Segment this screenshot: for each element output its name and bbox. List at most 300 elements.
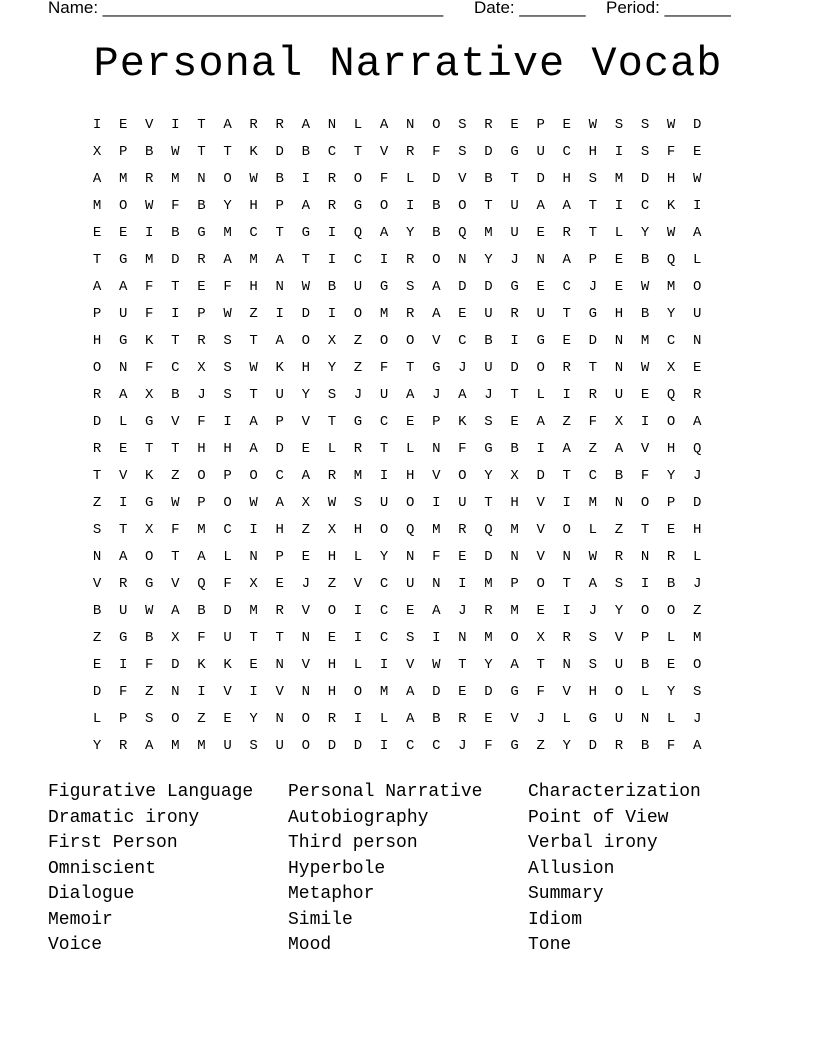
grid-letter: I: [562, 603, 571, 619]
grid-letter: L: [379, 711, 389, 727]
grid-letter: H: [405, 468, 415, 484]
grid-letter: E: [405, 414, 415, 430]
grid-letter: S: [327, 387, 337, 403]
grid-letter: E: [458, 549, 467, 565]
grid-letter: M: [197, 738, 206, 754]
grid-letter: E: [614, 252, 624, 268]
grid-letter: A: [562, 198, 571, 214]
grid-letter: M: [510, 603, 519, 619]
grid-letter: T: [510, 387, 519, 403]
grid-letter: Z: [171, 468, 180, 484]
grid-letter: A: [118, 549, 128, 565]
grid-letter: B: [432, 225, 441, 241]
grid-letter: B: [640, 252, 650, 268]
grid-letter: R: [197, 333, 206, 349]
grid-row: [84, 168, 710, 195]
grid-letter: O: [640, 603, 650, 619]
grid-letter: S: [458, 144, 467, 160]
grid-row: [84, 330, 710, 357]
grid-letter: F: [666, 738, 676, 754]
grid-letter: Z: [614, 522, 624, 538]
grid-letter: I: [536, 441, 545, 457]
grid-letter: P: [118, 144, 128, 160]
grid-letter: O: [432, 117, 441, 133]
grid-letter: O: [249, 468, 258, 484]
grid-letter: E: [536, 279, 545, 295]
grid-letter: S: [484, 414, 493, 430]
word-bank-item: Dialogue: [48, 884, 135, 904]
grid-letter: P: [197, 495, 206, 511]
grid-letter: G: [588, 306, 598, 322]
grid-letter: I: [327, 225, 337, 241]
grid-letter: B: [666, 576, 676, 592]
grid-letter: F: [145, 657, 154, 673]
grid-letter: P: [588, 252, 598, 268]
grid-letter: O: [510, 630, 519, 646]
grid-letter: U: [379, 495, 389, 511]
grid-letter: W: [301, 279, 310, 295]
grid-letter: H: [327, 657, 337, 673]
grid-letter: R: [327, 171, 337, 187]
grid-letter: Z: [92, 495, 102, 511]
grid-letter: F: [118, 684, 128, 700]
grid-letter: T: [223, 144, 232, 160]
date-field-label: Date: _______: [474, 0, 586, 17]
grid-letter: A: [458, 387, 467, 403]
grid-letter: J: [432, 387, 441, 403]
grid-letter: R: [458, 522, 467, 538]
grid-letter: H: [614, 306, 624, 322]
grid-letter: O: [614, 684, 624, 700]
grid-letter: T: [562, 306, 571, 322]
grid-letter: G: [510, 144, 519, 160]
grid-row: [84, 654, 710, 681]
grid-letter: W: [588, 117, 598, 133]
grid-letter: L: [666, 711, 676, 727]
grid-letter: I: [353, 711, 363, 727]
grid-letter: Z: [197, 711, 206, 727]
word-bank-item: Verbal irony: [528, 833, 658, 853]
grid-letter: T: [536, 657, 545, 673]
grid-letter: E: [118, 117, 128, 133]
grid-letter: F: [588, 414, 598, 430]
grid-letter: R: [275, 117, 284, 133]
grid-letter: H: [92, 333, 102, 349]
grid-letter: X: [197, 360, 206, 376]
grid-letter: L: [327, 441, 337, 457]
grid-letter: W: [327, 495, 337, 511]
grid-letter: L: [693, 549, 702, 565]
grid-letter: M: [118, 171, 128, 187]
grid-letter: U: [118, 306, 128, 322]
grid-letter: H: [197, 441, 206, 457]
grid-letter: R: [510, 306, 519, 322]
grid-letter: Z: [249, 306, 258, 322]
grid-letter: I: [118, 495, 128, 511]
grid-letter: A: [510, 657, 519, 673]
word-bank-item: Metaphor: [288, 884, 375, 904]
grid-letter: G: [118, 630, 128, 646]
grid-letter: I: [379, 468, 389, 484]
grid-letter: S: [588, 171, 598, 187]
grid-letter: K: [275, 360, 284, 376]
grid-letter: D: [484, 279, 493, 295]
grid-letter: T: [275, 630, 284, 646]
grid-letter: L: [405, 441, 415, 457]
grid-letter: I: [353, 603, 363, 619]
grid-letter: M: [353, 468, 363, 484]
grid-letter: M: [92, 198, 102, 214]
grid-letter: O: [693, 279, 702, 295]
grid-letter: O: [223, 495, 232, 511]
grid-letter: F: [223, 576, 232, 592]
grid-letter: D: [588, 738, 598, 754]
grid-letter: D: [275, 441, 284, 457]
grid-letter: S: [588, 657, 598, 673]
grid-letter: U: [614, 711, 624, 727]
grid-letter: A: [92, 171, 102, 187]
grid-letter: W: [249, 171, 258, 187]
grid-letter: T: [197, 117, 206, 133]
grid-letter: G: [432, 360, 441, 376]
grid-letter: O: [536, 576, 545, 592]
grid-letter: K: [145, 333, 154, 349]
grid-letter: R: [562, 630, 571, 646]
grid-letter: R: [145, 171, 154, 187]
grid-letter: N: [301, 630, 310, 646]
grid-letter: U: [510, 225, 519, 241]
grid-letter: T: [327, 414, 337, 430]
grid-letter: H: [353, 522, 363, 538]
grid-letter: L: [588, 522, 598, 538]
grid-letter: C: [379, 576, 389, 592]
grid-letter: E: [301, 549, 310, 565]
grid-letter: E: [536, 225, 545, 241]
grid-letter: B: [171, 387, 180, 403]
grid-letter: N: [614, 360, 624, 376]
grid-letter: T: [197, 144, 206, 160]
grid-letter: D: [171, 657, 180, 673]
grid-letter: D: [171, 252, 180, 268]
grid-letter: S: [614, 576, 624, 592]
grid-letter: B: [484, 171, 493, 187]
grid-letter: T: [92, 468, 102, 484]
grid-letter: N: [327, 117, 337, 133]
grid-letter: F: [145, 279, 154, 295]
grid-letter: R: [562, 360, 571, 376]
grid-row: [84, 357, 710, 384]
grid-letter: U: [693, 306, 702, 322]
grid-letter: D: [275, 144, 284, 160]
grid-letter: C: [405, 738, 415, 754]
grid-letter: V: [536, 549, 545, 565]
grid-letter: T: [353, 144, 363, 160]
grid-letter: O: [327, 603, 337, 619]
grid-letter: P: [275, 549, 284, 565]
grid-letter: G: [118, 252, 128, 268]
grid-letter: S: [223, 333, 232, 349]
grid-letter: I: [562, 387, 571, 403]
grid-letter: S: [640, 117, 650, 133]
grid-letter: V: [640, 441, 650, 457]
grid-letter: L: [92, 711, 102, 727]
grid-letter: Y: [484, 252, 493, 268]
grid-letter: S: [92, 522, 102, 538]
grid-letter: X: [666, 360, 676, 376]
grid-letter: M: [510, 522, 519, 538]
grid-letter: M: [145, 252, 154, 268]
grid-letter: X: [510, 468, 519, 484]
grid-letter: R: [614, 738, 624, 754]
grid-letter: A: [405, 684, 415, 700]
grid-letter: I: [118, 657, 128, 673]
grid-letter: I: [327, 306, 337, 322]
grid-letter: N: [197, 171, 206, 187]
grid-letter: Z: [301, 522, 310, 538]
grid-letter: M: [171, 738, 180, 754]
grid-letter: W: [171, 495, 180, 511]
grid-letter: M: [693, 630, 702, 646]
grid-letter: I: [379, 738, 389, 754]
grid-letter: T: [118, 522, 128, 538]
grid-letter: C: [379, 414, 389, 430]
grid-letter: F: [197, 414, 206, 430]
grid-letter: A: [275, 495, 284, 511]
grid-letter: T: [562, 576, 571, 592]
grid-letter: E: [614, 279, 624, 295]
grid-letter: D: [353, 738, 363, 754]
grid-letter: H: [693, 522, 702, 538]
grid-letter: R: [693, 387, 702, 403]
worksheet-header: [0, 0, 816, 22]
word-search-grid: [84, 114, 710, 762]
grid-letter: N: [275, 711, 284, 727]
grid-letter: N: [614, 333, 624, 349]
grid-letter: E: [562, 117, 571, 133]
grid-letter: V: [171, 414, 180, 430]
grid-letter: A: [432, 603, 441, 619]
grid-letter: T: [171, 333, 180, 349]
grid-letter: J: [458, 360, 467, 376]
grid-letter: V: [510, 711, 519, 727]
grid-letter: B: [640, 306, 650, 322]
grid-letter: O: [458, 198, 467, 214]
grid-letter: W: [588, 549, 598, 565]
grid-letter: Y: [562, 738, 571, 754]
grid-letter: D: [432, 684, 441, 700]
word-bank-item: Characterization: [528, 782, 701, 802]
grid-letter: K: [666, 198, 676, 214]
grid-letter: D: [223, 603, 232, 619]
grid-letter: R: [484, 117, 493, 133]
grid-letter: G: [145, 495, 154, 511]
grid-letter: A: [693, 738, 702, 754]
grid-letter: I: [145, 225, 154, 241]
grid-letter: H: [510, 495, 519, 511]
grid-letter: T: [249, 333, 258, 349]
grid-letter: S: [405, 279, 415, 295]
grid-letter: Y: [666, 306, 676, 322]
grid-letter: M: [171, 171, 180, 187]
grid-letter: U: [275, 738, 284, 754]
grid-letter: E: [275, 576, 284, 592]
grid-letter: A: [171, 603, 180, 619]
grid-letter: A: [145, 738, 154, 754]
grid-letter: F: [484, 738, 493, 754]
grid-letter: E: [458, 684, 467, 700]
grid-row: [84, 303, 710, 330]
grid-letter: N: [301, 684, 310, 700]
grid-letter: L: [405, 171, 415, 187]
grid-letter: R: [614, 549, 624, 565]
grid-letter: U: [379, 387, 389, 403]
grid-letter: T: [249, 387, 258, 403]
grid-letter: L: [536, 387, 545, 403]
word-bank-item: Figurative Language: [48, 782, 254, 802]
grid-letter: T: [171, 279, 180, 295]
grid-letter: E: [510, 414, 519, 430]
grid-letter: E: [510, 117, 519, 133]
grid-letter: Q: [693, 441, 702, 457]
grid-letter: K: [249, 144, 258, 160]
grid-letter: R: [405, 144, 415, 160]
grid-letter: R: [666, 549, 676, 565]
grid-letter: D: [693, 495, 702, 511]
grid-letter: X: [92, 144, 102, 160]
grid-letter: D: [588, 333, 598, 349]
grid-letter: I: [432, 495, 441, 511]
grid-letter: H: [327, 549, 337, 565]
grid-letter: G: [536, 333, 545, 349]
grid-letter: N: [405, 117, 415, 133]
word-bank-column: [528, 780, 768, 959]
grid-letter: K: [145, 468, 154, 484]
grid-letter: O: [536, 360, 545, 376]
grid-letter: F: [666, 144, 676, 160]
word-bank-item: Idiom: [528, 909, 583, 930]
grid-letter: I: [171, 306, 180, 322]
grid-letter: H: [275, 522, 284, 538]
grid-letter: E: [118, 441, 128, 457]
grid-letter: U: [510, 198, 519, 214]
grid-letter: H: [666, 441, 676, 457]
grid-letter: A: [536, 198, 545, 214]
grid-letter: G: [145, 414, 154, 430]
grid-letter: O: [92, 360, 102, 376]
grid-letter: X: [171, 630, 180, 646]
grid-letter: F: [379, 171, 389, 187]
grid-letter: Z: [92, 630, 102, 646]
grid-letter: T: [588, 225, 598, 241]
word-bank-item: Dramatic irony: [48, 807, 200, 828]
grid-letter: R: [197, 252, 206, 268]
grid-letter: V: [171, 576, 180, 592]
grid-letter: B: [197, 603, 206, 619]
grid-letter: D: [536, 171, 545, 187]
grid-letter: V: [275, 684, 284, 700]
grid-letter: D: [432, 171, 441, 187]
grid-letter: Y: [666, 468, 676, 484]
grid-letter: R: [275, 603, 284, 619]
grid-letter: U: [223, 738, 232, 754]
grid-letter: N: [458, 252, 467, 268]
grid-letter: T: [588, 360, 598, 376]
grid-letter: N: [171, 684, 180, 700]
grid-row: [84, 573, 710, 600]
grid-letter: E: [666, 657, 676, 673]
grid-letter: U: [458, 495, 467, 511]
grid-row: [84, 249, 710, 276]
grid-letter: H: [249, 279, 258, 295]
grid-letter: C: [458, 333, 467, 349]
grid-row: [84, 384, 710, 411]
grid-letter: M: [484, 225, 493, 241]
grid-letter: U: [536, 144, 545, 160]
grid-letter: L: [118, 414, 128, 430]
grid-letter: T: [145, 441, 154, 457]
grid-letter: V: [301, 414, 310, 430]
grid-letter: F: [197, 630, 206, 646]
grid-letter: E: [223, 711, 232, 727]
grid-letter: E: [249, 657, 258, 673]
grid-letter: C: [275, 468, 284, 484]
grid-letter: E: [562, 333, 571, 349]
grid-letter: O: [197, 468, 206, 484]
grid-letter: M: [588, 495, 598, 511]
grid-letter: O: [223, 171, 232, 187]
grid-row: [84, 627, 710, 654]
grid-letter: Q: [405, 522, 415, 538]
grid-letter: N: [432, 441, 441, 457]
grid-letter: W: [666, 117, 676, 133]
grid-letter: Q: [484, 522, 493, 538]
grid-letter: H: [562, 171, 571, 187]
grid-letter: N: [249, 549, 258, 565]
grid-letter: T: [171, 441, 180, 457]
grid-letter: S: [353, 495, 363, 511]
grid-letter: Y: [327, 360, 337, 376]
grid-letter: B: [432, 711, 441, 727]
grid-letter: N: [275, 657, 284, 673]
grid-letter: V: [223, 684, 232, 700]
page-title: Personal Narrative Vocab: [93, 40, 723, 88]
grid-letter: Y: [405, 225, 415, 241]
grid-letter: M: [484, 630, 493, 646]
grid-letter: A: [379, 117, 389, 133]
grid-letter: V: [458, 171, 467, 187]
grid-row: [84, 600, 710, 627]
grid-letter: E: [536, 603, 545, 619]
grid-letter: A: [379, 225, 389, 241]
grid-letter: I: [614, 144, 624, 160]
grid-letter: U: [484, 360, 493, 376]
grid-letter: B: [145, 144, 154, 160]
grid-letter: O: [432, 252, 441, 268]
grid-letter: J: [510, 252, 519, 268]
grid-letter: P: [275, 198, 284, 214]
grid-letter: C: [379, 630, 389, 646]
grid-letter: T: [405, 360, 415, 376]
grid-letter: W: [666, 225, 676, 241]
grid-letter: G: [197, 225, 206, 241]
grid-letter: Y: [379, 549, 389, 565]
grid-row: [84, 195, 710, 222]
grid-letter: B: [275, 171, 284, 187]
grid-letter: L: [562, 711, 571, 727]
grid-letter: J: [197, 387, 206, 403]
grid-letter: J: [588, 603, 598, 619]
grid-letter: X: [327, 333, 337, 349]
